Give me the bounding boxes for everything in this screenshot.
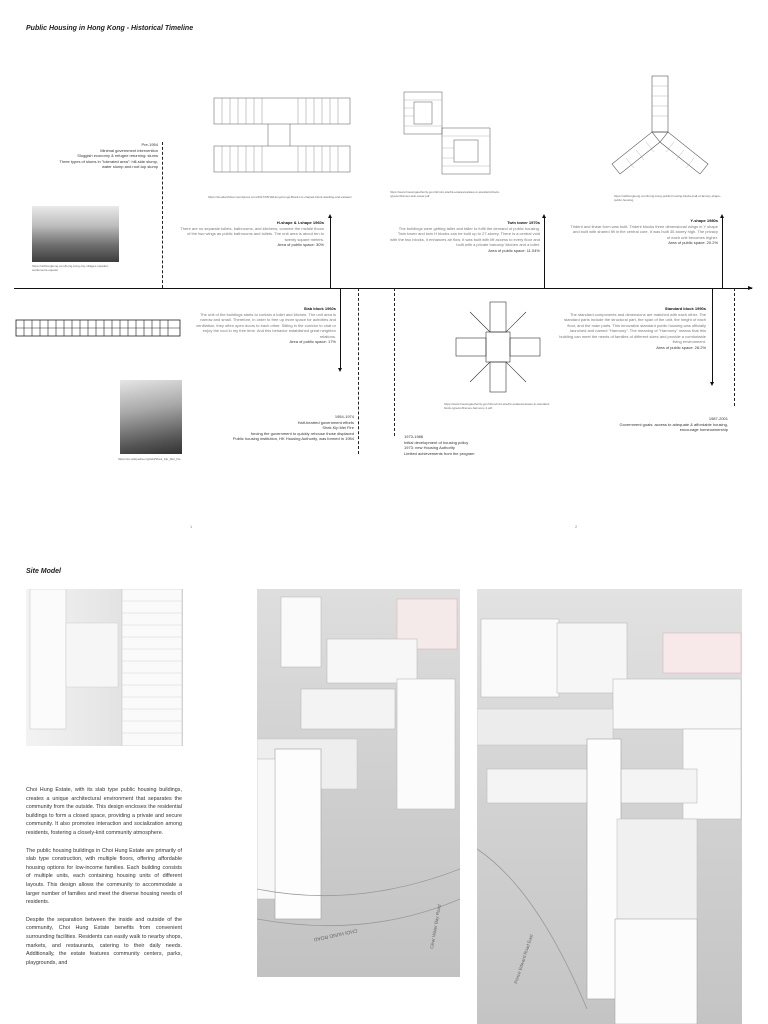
road-label: CHOI HUNG ROAD <box>313 927 358 943</box>
h-shape-heading: H-shape & I-shape 1960s <box>276 220 324 225</box>
site-model-paragraph: Choi Hung Estate, with its slab type public housing buildings, creates a unique architectural environment that separates the community from the outside. This design encloses the residential buildings to form a closed space, providing a private and secure community. It also promotes interaction and socialization among residents, fostering a closely-knit community atmosphere. <box>26 787 182 836</box>
period-1954-line: Half-hearted government efforts <box>297 419 354 425</box>
timeline-axis <box>14 288 752 289</box>
slab-block <box>188 306 336 345</box>
period-1954-line: forcing the government to quickly rehouse those displaced <box>250 430 354 436</box>
pre1954-line: Minimal government intervention <box>100 147 158 153</box>
page-number: 1 <box>190 524 193 529</box>
pre1954-line: Three types of slums in "tolerated area": hill-side slump, <box>59 158 158 164</box>
slab-block-plan-image <box>14 314 182 342</box>
timeline-title: Public Housing in Hong Kong - Historical Timeline <box>26 25 194 32</box>
arrow-up-icon <box>328 214 332 218</box>
arrow-up-icon <box>542 214 546 218</box>
period-1973-block <box>404 434 544 456</box>
pre1954-line: water slump and roof-top slump <box>101 164 158 169</box>
period-1954-heading: 1954-1974 <box>334 414 354 419</box>
standard-area: Area of public space: 28.2% <box>656 344 706 350</box>
standard-block <box>556 306 706 350</box>
period-1954-line: Shek Kip Mei Fire <box>322 425 354 430</box>
h-shape-plan-image <box>208 88 354 192</box>
y-shape-source-url: https://oldhongkong.com/hong-kong-public-housing-blocks-hall-of-fame/y-shape-public-housing <box>614 194 721 202</box>
h-shape-text: There are no separate toilets, bathrooms, and kitchens, connect the middle floors of the two wings as public bathrooms and toilets. The unit area is about ten to twenty square meters. <box>180 225 324 242</box>
period-1954-marker <box>358 288 359 454</box>
twin-tower-text: The buildings were getting taller and taller to fulfil the demand of public housing. Twin tower and twin H blocks can be built up to 27-storey. There is a central void with the two blocks, it enhances air flow. It was built with lift access to every floor and built with a private balcony/ kitchen and a toilet. <box>390 225 540 247</box>
period-1973-line: Initial development of housing policy <box>404 439 469 445</box>
site-model-photo-perspective <box>477 589 742 1024</box>
standard-marker <box>712 288 713 384</box>
standard-text: The standard components and dimensions are matched with each other. The standard parts include the structural part, the span of the unit, the height of each floor, and the main parts. This innovative standard public housing was officially launched and named "Harmony". The meaning of "Harmony" means that this building can meet the needs of families of different sizes and provide a comfortable living environment. <box>559 311 706 344</box>
h-shape-area: Area of public space: 30% <box>277 242 324 247</box>
period-1987-heading: 1987-2001 <box>708 416 728 421</box>
road-label: Clear Water Bay Road <box>429 904 442 950</box>
harmony-plan-image <box>452 298 544 396</box>
twin-tower-source-url: https://www.housingauthority.gov.hk/mini-site/hk-estates/estates-in-standard-block-type/en/frames-twin-tower.pdf <box>390 190 500 198</box>
site-model-description <box>26 786 182 967</box>
h-shape-block <box>176 220 324 248</box>
period-1987-block <box>584 416 728 433</box>
site-model-photo-closeup <box>26 589 183 746</box>
y-shape-heading: Y-shape 1980s <box>690 218 718 223</box>
period-1973-heading: 1973-1986 <box>404 434 424 439</box>
pre1954-marker <box>162 142 163 288</box>
twin-tower-area: Area of public space: 11.04% <box>488 247 540 253</box>
arrow-down-icon <box>338 368 342 372</box>
pre1954-line: Sluggish economy & refugee returning: slums <box>77 153 158 158</box>
pre1954-heading: Pre-1954 <box>141 142 158 147</box>
standard-heading: Standard block 1990s <box>664 306 706 311</box>
harmony-source-url: https://www.housingauthority.gov.hk/en/mini-site/hk-estates/estates-in-standard-block-type/en/frames-harmony-1.pdf <box>444 402 550 410</box>
slab-marker <box>340 288 341 370</box>
road-label: Prince Edward Road East <box>513 933 534 985</box>
page-number: 2 <box>575 524 578 529</box>
twin-tower-heading: Twin tower 1970s <box>507 220 540 225</box>
period-1987-line: Government goals: access to adequate & affordable housing, <box>619 421 728 427</box>
pre1954-block <box>20 142 158 170</box>
arrow-right-icon <box>748 286 753 290</box>
slab-text: The unit of the buildings starts to contain a toilet and kitchen. The unit area is narrow and small. Therefore, in order to free up more space for activities and ventilation, they often open doors to each other. Sitting in the corridor to chat or enjoy the cool in my free time. And this behavior established great neighbor relations. <box>196 311 336 339</box>
twin-tower-block <box>390 220 540 253</box>
site-model-photo-aerial <box>257 589 460 977</box>
period-1973-marker <box>394 288 395 436</box>
arrow-down-icon <box>710 382 714 386</box>
h-shape-marker <box>330 218 331 288</box>
site-model-paragraph: Despite the separation between the inside and outside of the community, Choi Hung Estate benefits from convenient surrounding facilities. Residents can easily walk to nearby shops, markets, and restaurants, catering to their daily needs. Additionally, the estate features community centers, parks, playgrounds, and <box>26 916 182 966</box>
y-shape-block <box>570 218 718 246</box>
slab-heading: Slab block 1960s <box>303 306 336 311</box>
site-model-paragraph: The public housing buildings in Choi Hung Estate are primarily of slab type construction, with multiple floors, offering affordable housing options for low-income families. Each building consists of multiple units, each containing housing units of different layouts. This design allows the community to accommodate a larger number of families and meet the diverse housing needs of residents. <box>26 847 182 906</box>
twin-tower-plan-image <box>402 88 494 182</box>
period-1987-marker <box>734 288 735 406</box>
y-shape-area: Area of public space: 20.2% <box>668 240 718 245</box>
y-shape-text: Trident and linear form was built. Trident blocks three dimensional wings in Y shape and built with shared lift in the central core. It was built 30-storey high. The privacy of each unit becomes higher. <box>570 223 718 240</box>
slum-photo <box>32 206 119 262</box>
site-model-title: Site Model <box>26 568 62 575</box>
y-shape-plan-image <box>604 72 716 190</box>
arrow-up-icon <box>720 214 724 218</box>
slum-photo-url: https://oldhongkong.com/hong-kong-city-villages-squatter-settlements-squats/ <box>32 264 110 272</box>
y-shape-marker <box>722 218 723 288</box>
period-1973-line: 1973: new Housing Authority <box>404 445 455 450</box>
fire-photo <box>120 380 182 454</box>
twin-tower-marker <box>544 218 545 288</box>
slab-area: Area of public space: 17% <box>289 339 336 344</box>
fire-photo-url: https://en.wikipedia.org/wiki/Shek_Kip_Mei_fire <box>118 457 181 461</box>
period-1954-line: Public housing institution, HK Housing Authority, was formed in 1954 <box>232 436 354 441</box>
period-1973-line: Limited achievements from the program <box>404 450 475 456</box>
h-shape-source-url: https://cloudarchitect.wordpress.com/2017/05/19/Hong-Kongs-Block-H-I-shaped-block-dwelling-and-estates/ <box>208 195 352 199</box>
period-1954-block <box>190 414 354 442</box>
period-1987-line: encourage homeownership <box>679 427 728 432</box>
